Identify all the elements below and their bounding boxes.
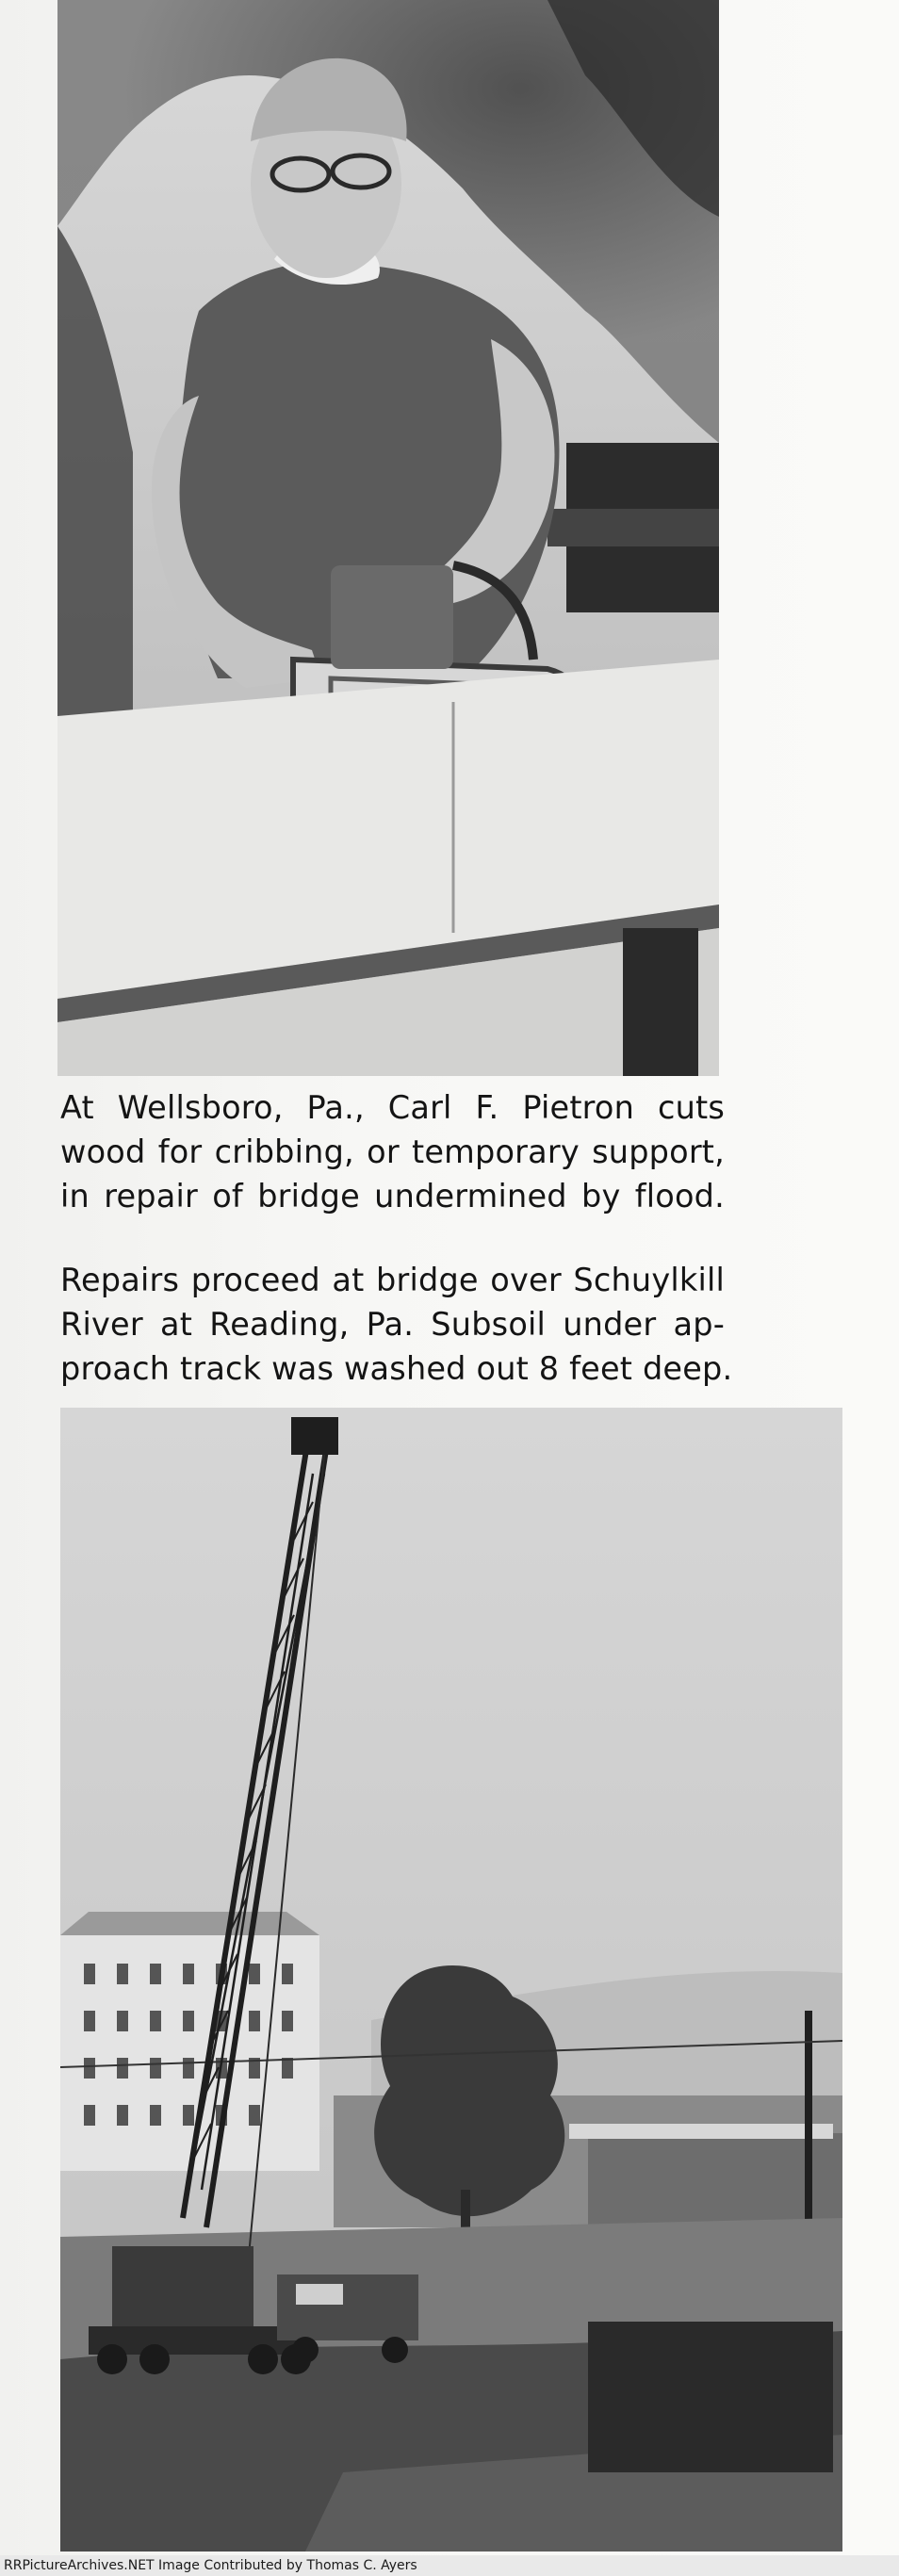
- caption-top-line-2: wood for cribbing, or temporary support,: [60, 1133, 725, 1170]
- caption-top-line-1: At Wellsboro, Pa., Carl F. Pietron cuts: [60, 1089, 725, 1126]
- caption-bottom-line-1: Repairs proceed at bridge over Schuylkill: [60, 1262, 725, 1298]
- caption-bottom: [60, 1258, 733, 1391]
- photo-worker-chainsaw: [57, 0, 719, 1076]
- caption-bottom-line-3: proach track was washed out 8 feet deep.: [60, 1350, 733, 1387]
- caption-bottom-line-2: River at Reading, Pa. Subsoil under ap-: [60, 1306, 725, 1343]
- photo-worker-chainsaw-image: [57, 0, 719, 1076]
- caption-top: [60, 1085, 725, 1218]
- caption-top-line-3: in repair of bridge undermined by flood.: [60, 1178, 725, 1215]
- photo-crane-bridge-image: [60, 1408, 842, 2552]
- photo-crane-bridge: [60, 1408, 842, 2552]
- image-credit: RRPictureArchives.NET Image Contributed by Thomas C. Ayers: [0, 2555, 899, 2576]
